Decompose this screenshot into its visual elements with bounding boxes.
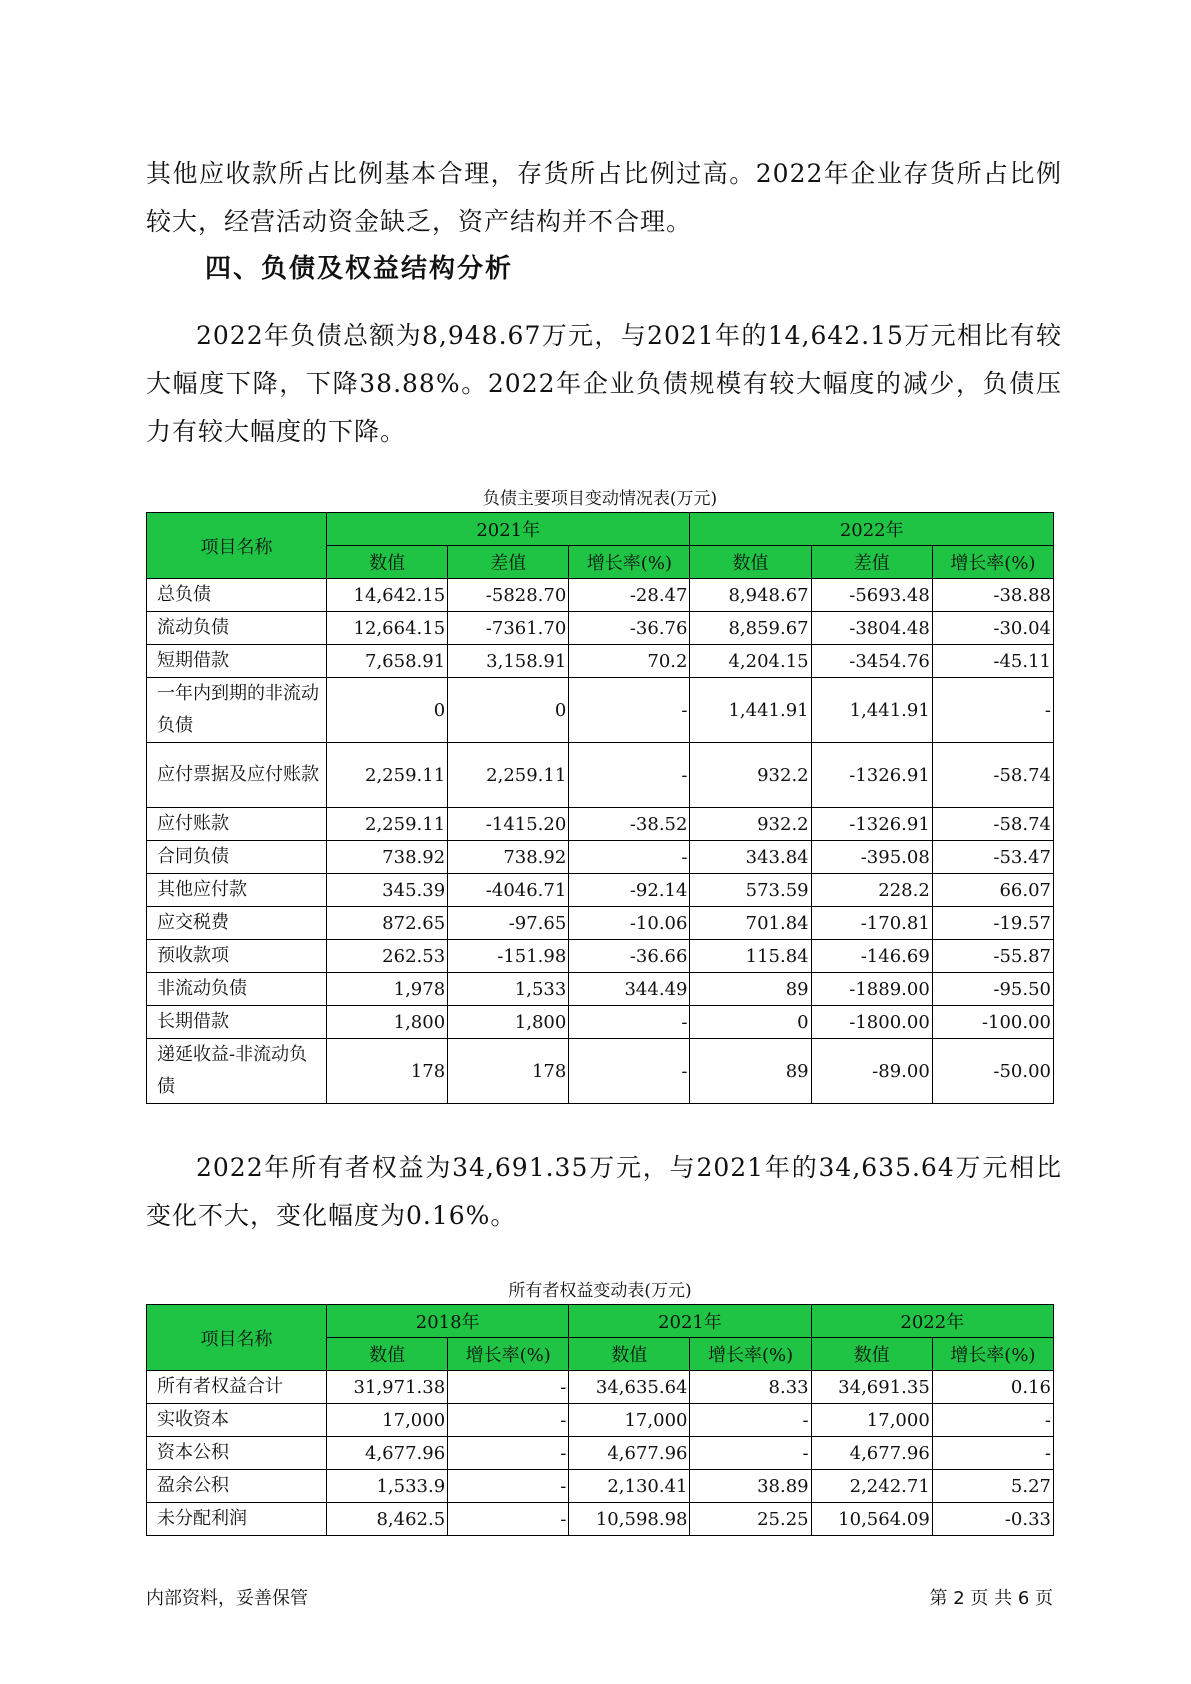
row-label: 盈余公积: [147, 1470, 327, 1503]
cell-value: 17,000: [811, 1404, 932, 1437]
row-label: 总负债: [147, 579, 327, 612]
cell-value: -10.06: [569, 907, 690, 940]
table-row: [147, 907, 1054, 940]
cell-value: 178: [327, 1039, 448, 1104]
cell-value: 2,130.41: [569, 1470, 690, 1503]
table-row: [147, 1437, 1054, 1470]
cell-value: 1,800: [448, 1006, 569, 1039]
row-label: 非流动负债: [147, 973, 327, 1006]
cell-value: 178: [448, 1039, 569, 1104]
table-row: [147, 1006, 1054, 1039]
row-label: 资本公积: [147, 1437, 327, 1470]
cell-value: 34,691.35: [811, 1371, 932, 1404]
row-label: 应付票据及应付账款: [147, 743, 327, 808]
cell-value: 14,642.15: [327, 579, 448, 612]
header-sub: 增长率(%): [932, 1338, 1053, 1371]
table-row: [147, 1503, 1054, 1536]
cell-value: -58.74: [932, 808, 1053, 841]
cell-value: 343.84: [690, 841, 811, 874]
cell-value: 345.39: [327, 874, 448, 907]
table-row: [147, 579, 1054, 612]
cell-value: -28.47: [569, 579, 690, 612]
table-row: [147, 612, 1054, 645]
paragraph-inventory-conclusion: 其他应收款所占比例基本合理，存货所占比例过高。2022年企业存货所占比例较大，经营活动资金缺乏，资产结构并不合理。: [146, 159, 1062, 236]
cell-value: 25.25: [690, 1503, 811, 1536]
cell-value: 8,859.67: [690, 612, 811, 645]
cell-value: 1,533.9: [327, 1470, 448, 1503]
table-row: [147, 678, 1054, 743]
cell-value: -3804.48: [811, 612, 932, 645]
cell-value: 1,441.91: [690, 678, 811, 743]
cell-value: 0: [448, 678, 569, 743]
cell-value: 573.59: [690, 874, 811, 907]
cell-value: 2,259.11: [448, 743, 569, 808]
cell-value: 2,242.71: [811, 1470, 932, 1503]
cell-value: 4,677.96: [811, 1437, 932, 1470]
cell-value: 932.2: [690, 743, 811, 808]
cell-value: -1326.91: [811, 743, 932, 808]
cell-value: -: [932, 678, 1053, 743]
row-label: 其他应付款: [147, 874, 327, 907]
row-label: 应付账款: [147, 808, 327, 841]
table-row: [147, 940, 1054, 973]
cell-value: -38.88: [932, 579, 1053, 612]
table-row: [147, 973, 1054, 1006]
cell-value: -: [448, 1371, 569, 1404]
cell-value: -19.57: [932, 907, 1053, 940]
section-heading: 四、负债及权益结构分析: [205, 254, 514, 284]
cell-value: 70.2: [569, 645, 690, 678]
cell-value: -: [690, 1437, 811, 1470]
row-label: 递延收益-非流动负债: [147, 1039, 327, 1104]
paragraph-equity-summary: 2022年所有者权益为34,691.35万元，与2021年的34,635.64万元相比变化不大，变化幅度为0.16%。: [146, 1153, 1062, 1230]
cell-value: 38.89: [690, 1470, 811, 1503]
cell-value: -55.87: [932, 940, 1053, 973]
cell-value: -58.74: [932, 743, 1053, 808]
cell-value: 262.53: [327, 940, 448, 973]
header-year-2022: 2022年: [811, 1305, 1053, 1338]
row-label: 预收款项: [147, 940, 327, 973]
cell-value: 1,800: [327, 1006, 448, 1039]
cell-value: -151.98: [448, 940, 569, 973]
paragraph-liability-summary: 2022年负债总额为8,948.67万元，与2021年的14,642.15万元相比有较大幅度下降，下降38.88%。2022年企业负债规模有较大幅度的减少，负债压力有较大幅度的下降。: [146, 321, 1062, 446]
table-row: [147, 645, 1054, 678]
cell-value: -3454.76: [811, 645, 932, 678]
table2-caption: 所有者权益变动表(万元): [508, 1281, 692, 1301]
cell-value: -53.47: [932, 841, 1053, 874]
cell-value: 0: [690, 1006, 811, 1039]
cell-value: -30.04: [932, 612, 1053, 645]
cell-value: 738.92: [448, 841, 569, 874]
cell-value: -89.00: [811, 1039, 932, 1104]
cell-value: 8.33: [690, 1371, 811, 1404]
cell-value: 0: [327, 678, 448, 743]
cell-value: 1,533: [448, 973, 569, 1006]
cell-value: -: [448, 1437, 569, 1470]
row-label: 一年内到期的非流动负债: [147, 678, 327, 743]
cell-value: -: [448, 1404, 569, 1437]
row-label: 未分配利润: [147, 1503, 327, 1536]
row-label: 所有者权益合计: [147, 1371, 327, 1404]
cell-value: -1415.20: [448, 808, 569, 841]
table-row: [147, 841, 1054, 874]
cell-value: -: [932, 1437, 1053, 1470]
cell-value: 1,978: [327, 973, 448, 1006]
cell-value: -92.14: [569, 874, 690, 907]
cell-value: 8,948.67: [690, 579, 811, 612]
cell-value: -: [932, 1404, 1053, 1437]
cell-value: -100.00: [932, 1006, 1053, 1039]
cell-value: -1326.91: [811, 808, 932, 841]
header-sub: 差值: [448, 546, 569, 579]
cell-value: 66.07: [932, 874, 1053, 907]
cell-value: -: [448, 1503, 569, 1536]
cell-value: 701.84: [690, 907, 811, 940]
header-sub: 增长率(%): [569, 546, 690, 579]
header-sub: 增长率(%): [690, 1338, 811, 1371]
liability-table: [146, 512, 1054, 1104]
header-year-2021: 2021年: [569, 1305, 811, 1338]
equity-table: [146, 1304, 1054, 1536]
cell-value: -: [569, 1039, 690, 1104]
row-label: 合同负债: [147, 841, 327, 874]
cell-value: -5693.48: [811, 579, 932, 612]
cell-value: 872.65: [327, 907, 448, 940]
cell-value: -45.11: [932, 645, 1053, 678]
cell-value: -1800.00: [811, 1006, 932, 1039]
cell-value: 738.92: [327, 841, 448, 874]
header-item-name: 项目名称: [147, 1305, 327, 1371]
row-label: 短期借款: [147, 645, 327, 678]
cell-value: -97.65: [448, 907, 569, 940]
cell-value: -: [569, 1006, 690, 1039]
header-sub: 数值: [811, 1338, 932, 1371]
header-sub: 数值: [690, 546, 811, 579]
cell-value: -50.00: [932, 1039, 1053, 1104]
cell-value: 10,564.09: [811, 1503, 932, 1536]
row-label: 应交税费: [147, 907, 327, 940]
cell-value: 10,598.98: [569, 1503, 690, 1536]
table-row: [147, 1371, 1054, 1404]
cell-value: -36.66: [569, 940, 690, 973]
cell-value: 4,677.96: [327, 1437, 448, 1470]
table1-caption: 负债主要项目变动情况表(万元): [482, 489, 718, 509]
header-year-2018: 2018年: [327, 1305, 569, 1338]
cell-value: -38.52: [569, 808, 690, 841]
row-label: 实收资本: [147, 1404, 327, 1437]
cell-value: 17,000: [569, 1404, 690, 1437]
table-row: [147, 808, 1054, 841]
cell-value: 4,677.96: [569, 1437, 690, 1470]
cell-value: -4046.71: [448, 874, 569, 907]
cell-value: 8,462.5: [327, 1503, 448, 1536]
table-row: [147, 743, 1054, 808]
cell-value: -395.08: [811, 841, 932, 874]
footer-confidential-note: 内部资料，妥善保管: [146, 1588, 308, 1609]
header-year-2022: 2022年: [690, 513, 1054, 546]
row-label: 流动负债: [147, 612, 327, 645]
cell-value: 89: [690, 973, 811, 1006]
cell-value: 2,259.11: [327, 808, 448, 841]
header-sub: 数值: [569, 1338, 690, 1371]
header-sub: 增长率(%): [932, 546, 1053, 579]
cell-value: -95.50: [932, 973, 1053, 1006]
cell-value: 2,259.11: [327, 743, 448, 808]
header-sub: 数值: [327, 1338, 448, 1371]
header-year-2021: 2021年: [327, 513, 690, 546]
cell-value: -0.33: [932, 1503, 1053, 1536]
cell-value: 3,158.91: [448, 645, 569, 678]
cell-value: -: [569, 841, 690, 874]
header-sub: 增长率(%): [448, 1338, 569, 1371]
cell-value: -1889.00: [811, 973, 932, 1006]
cell-value: 17,000: [327, 1404, 448, 1437]
header-sub: 差值: [811, 546, 932, 579]
cell-value: 1,441.91: [811, 678, 932, 743]
cell-value: 89: [690, 1039, 811, 1104]
table-row: [147, 874, 1054, 907]
cell-value: -146.69: [811, 940, 932, 973]
cell-value: 4,204.15: [690, 645, 811, 678]
row-label: 长期借款: [147, 1006, 327, 1039]
header-item-name: 项目名称: [147, 513, 327, 579]
cell-value: 344.49: [569, 973, 690, 1006]
table-row: [147, 1470, 1054, 1503]
cell-value: -170.81: [811, 907, 932, 940]
cell-value: -: [690, 1404, 811, 1437]
footer-page-number: 第 2 页 共 6 页: [929, 1588, 1053, 1609]
header-sub: 数值: [327, 546, 448, 579]
cell-value: 0.16: [932, 1371, 1053, 1404]
table-row: [147, 1039, 1054, 1104]
cell-value: -5828.70: [448, 579, 569, 612]
cell-value: -: [569, 743, 690, 808]
cell-value: 12,664.15: [327, 612, 448, 645]
cell-value: 31,971.38: [327, 1371, 448, 1404]
cell-value: -36.76: [569, 612, 690, 645]
cell-value: -7361.70: [448, 612, 569, 645]
cell-value: 7,658.91: [327, 645, 448, 678]
cell-value: 115.84: [690, 940, 811, 973]
cell-value: 5.27: [932, 1470, 1053, 1503]
cell-value: 228.2: [811, 874, 932, 907]
cell-value: -: [448, 1470, 569, 1503]
table-row: [147, 1404, 1054, 1437]
cell-value: 34,635.64: [569, 1371, 690, 1404]
cell-value: 932.2: [690, 808, 811, 841]
cell-value: -: [569, 678, 690, 743]
